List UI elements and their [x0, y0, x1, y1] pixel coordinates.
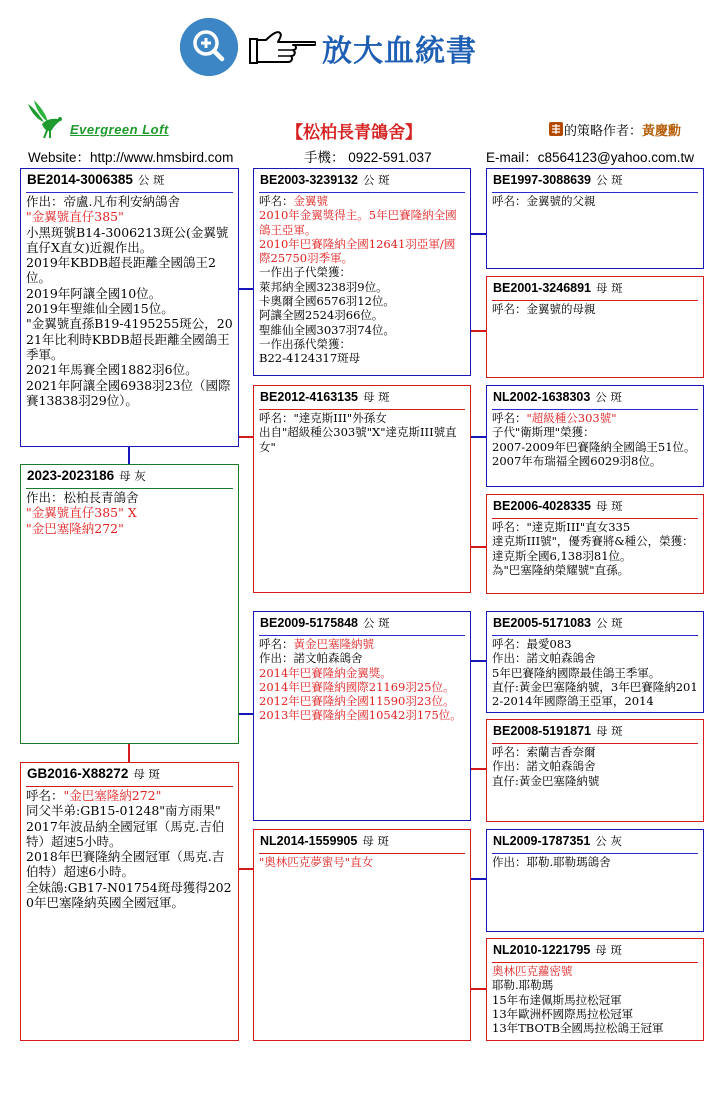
note-line: 為"巴塞隆納榮耀號"直孫。: [492, 562, 630, 577]
note-line: [259, 637, 465, 651]
box-header: [254, 169, 470, 190]
note-line: [26, 788, 233, 803]
note-highlight: 金翼號: [293, 194, 328, 208]
connector-line: [128, 743, 130, 763]
note-line: 2019年聖維仙全國15位。: [26, 301, 174, 317]
sex-color: 母 斑: [363, 390, 390, 404]
sex-color: 公 斑: [596, 616, 623, 630]
sire-sire-box: [253, 168, 471, 376]
author-seal-icon: [548, 120, 564, 138]
ring-number: BE2005-5171083: [493, 616, 591, 630]
note-line: 2007年布瑞福全國6029羽8位。: [492, 453, 662, 468]
ring-number: BE2006-4028335: [493, 499, 591, 513]
pedigree-notes: [487, 636, 703, 708]
connector-line: [128, 446, 130, 465]
note-line: 2010年金翼獎得主。5年巴賽隆納全國鴿王亞軍。: [259, 208, 457, 237]
note-line: 13年歐洲杯國際馬拉松冠軍: [492, 1006, 634, 1021]
zoom-in-icon[interactable]: [180, 18, 238, 76]
ring-number: NL2002-1638303: [493, 390, 591, 404]
sire-dam-sire-box: [486, 385, 704, 487]
sex-color: 公 斑: [596, 173, 623, 187]
note-line: 一作出孫代榮獲：: [259, 336, 351, 351]
note-line: 全妹鴿:GB17-N01754斑母獲得2020年巴塞隆納英國全國冠軍。: [26, 879, 232, 911]
note-line: "奧林匹克夢蜜号"直女: [259, 855, 374, 869]
note-line: 達克斯III號"，優秀賽將&種公，榮獲：: [492, 534, 694, 549]
box-header: [487, 169, 703, 190]
connector-line: [238, 868, 254, 870]
note-line: 2013年巴賽隆納全國10542羽175位。: [259, 708, 462, 723]
note-line: 耶勒.耶勒瑪: [492, 978, 554, 993]
box-header: [487, 830, 703, 851]
author-credit: [564, 120, 681, 139]
sex-color: 母 灰: [119, 469, 146, 483]
box-header: [487, 612, 703, 633]
note-line: 呼名：索蘭吉香奈爾: [492, 745, 596, 759]
connector-line: [470, 988, 487, 990]
pedigree-notes: [254, 636, 470, 723]
box-header: [487, 495, 703, 516]
connector-line: [238, 436, 254, 438]
note-line: 直仔:黃金巴塞隆納號: [492, 773, 600, 788]
pedigree-notes: [487, 193, 703, 208]
pedigree-notes: [254, 410, 470, 454]
connector-line: [470, 660, 487, 662]
sex-color: 公 斑: [363, 173, 390, 187]
sire-dam-box: [253, 385, 471, 593]
box-header: [21, 169, 238, 190]
dam-sire-box: [253, 611, 471, 821]
author-name: 黃慶勳: [642, 124, 682, 139]
loft-name-english: Evergreen Loft: [70, 122, 169, 137]
note-line: 萊邦納全國3238羽9位。: [259, 279, 388, 294]
note-line: 小黑斑號B14-3006213斑公(金翼號直仔X直女)近親作出。: [26, 224, 229, 255]
connector-line: [470, 878, 487, 880]
note-line: 聖維仙全國3037羽74位。: [259, 322, 395, 337]
ring-number: BE2012-4163135: [260, 390, 358, 404]
note-line: 奧林匹克蘿密號: [492, 964, 573, 978]
note-line: 達克斯全國6,138羽81位。: [492, 548, 632, 563]
note-line: 呼名：金翼號的父親: [492, 194, 596, 208]
connector-line: [470, 436, 487, 438]
note-line: "金巴塞隆納272": [26, 520, 124, 536]
note-line: 作出：耶勒.耶勒瑪鴿舍: [492, 855, 611, 869]
sex-color: 母 斑: [596, 499, 623, 513]
ring-number: BE1997-3088639: [493, 173, 591, 187]
note-line: 2014年巴賽隆納金翼獎。: [259, 665, 392, 680]
pedigree-notes: [21, 787, 238, 910]
note-line: 呼名："達克斯III"外孫女: [259, 411, 387, 425]
note-line: 呼名：金翼號的母親: [492, 302, 596, 316]
sire-dam-dam-box: [486, 494, 704, 594]
note-line: 呼名："達克斯III"直女335: [492, 520, 631, 534]
connector-line: [470, 330, 487, 332]
note-line: 出自"超級種公303號"X"達克斯III號直女": [259, 425, 457, 454]
box-header: [487, 277, 703, 298]
note-line: 作出：諾文帕森鴿舍: [259, 651, 363, 666]
pedigree-notes: [254, 854, 470, 869]
box-header: [487, 386, 703, 407]
email-link[interactable]: E-mail：c8564123@yahoo.com.tw: [486, 150, 695, 165]
pedigree-notes: [21, 193, 238, 408]
note-line: 作出：諾文帕森鴿舍: [492, 759, 596, 774]
ring-number: NL2010-1221795: [493, 943, 591, 957]
connector-line: [470, 546, 487, 548]
pedigree-notes: [254, 193, 470, 366]
sex-color: 公 斑: [595, 390, 622, 404]
sex-color: 公 斑: [137, 173, 165, 187]
dam-sire-sire-box: [486, 611, 704, 713]
note-line: 呼名：最愛083: [492, 637, 572, 651]
note-line: 2021年阿讓全國6938羽23位（國際賽13838羽29位）。: [26, 377, 231, 408]
website-link[interactable]: Website：http://www.hmsbird.com: [28, 150, 234, 165]
pedigree-notes: [487, 854, 703, 869]
pedigree-notes: [487, 963, 703, 1035]
box-header: [487, 939, 703, 960]
ring-number: BE2014-3006385: [27, 172, 133, 187]
phone-number: 手機： 0922-591.037: [304, 150, 432, 165]
note-line: 15年布達佩斯馬拉松冠軍: [492, 992, 622, 1007]
note-label: 呼名：: [259, 194, 294, 208]
pedigree-notes: [487, 744, 703, 788]
note-label: 呼名：: [26, 788, 64, 803]
sex-color: 母 斑: [595, 943, 622, 957]
note-line: B22-4124317斑母: [259, 351, 361, 366]
dam-dam-sire-box: [486, 829, 704, 932]
connector-line: [470, 768, 487, 770]
box-header: [254, 612, 470, 633]
ring-number: 2023-2023186: [27, 468, 115, 483]
note-line: 13年TBOTB全國馬拉松鴿王冠軍: [492, 1021, 664, 1036]
note-line: 5年巴賽隆納國際最佳鴿王季軍。: [492, 665, 661, 680]
ring-number: BE2003-3239132: [260, 173, 358, 187]
connector-line: [470, 233, 487, 235]
connector-line: [238, 288, 254, 290]
ring-number: GB2016-X88272: [27, 766, 129, 781]
dam-dam-box: [253, 829, 471, 1041]
note-line: 2012年巴賽隆納全國11590羽23位。: [259, 694, 455, 709]
sire-sire-dam-box: [486, 276, 704, 378]
note-line: "金翼號直仔385": [26, 209, 124, 225]
loft-name-chinese: 【松柏長青鴿舍】: [286, 123, 422, 143]
pedigree-notes: [21, 489, 238, 536]
pedigree-notes: [487, 410, 703, 468]
sex-color: 母 斑: [596, 281, 623, 295]
note-highlight: "金巴塞隆納272": [63, 788, 162, 803]
ring-number: NL2009-1787351: [493, 834, 591, 848]
note-line: 2010年巴賽隆納全國12641羽亞軍/國際25750羽季軍。: [259, 236, 456, 266]
note-line: 2019年KBDB超長距離全國鴿王2位。: [26, 255, 216, 286]
note-highlight: "超級種公303號": [526, 411, 617, 425]
note-line: 2018年巴賽隆納全國冠軍（馬克.吉伯特）超速6小時。: [26, 849, 225, 880]
note-line: 一作出子代榮獲：: [259, 265, 351, 280]
sex-color: 公 斑: [363, 616, 390, 630]
note-label: 呼名：: [259, 637, 294, 651]
note-line: 2021年馬賽全國1882羽6位。: [26, 362, 198, 378]
dam-sire-dam-box: [486, 719, 704, 822]
box-header: [21, 465, 238, 486]
sex-color: 母 斑: [362, 834, 389, 848]
sire-sire-sire-box: [486, 168, 704, 269]
sire-box: [20, 168, 239, 447]
note-line: 卡奧爾全國6576羽12位。: [259, 294, 395, 309]
zoom-pedigree-link[interactable]: 放大血統書: [322, 34, 477, 69]
connector-line: [238, 713, 254, 715]
note-line: 2019年阿讓全國10位。: [26, 285, 162, 301]
note-line: "金翼號直仔385" X: [26, 505, 137, 521]
ring-number: NL2014-1559905: [260, 834, 358, 848]
note-line: 作出：帝盧.凡布利安納鴿舍: [26, 194, 180, 209]
sex-color: 母 斑: [596, 724, 623, 738]
note-label: 呼名：: [492, 411, 527, 425]
author-prefix: 的策略作者：: [564, 124, 643, 139]
note-line: 2007-2009年巴賽隆納全國鴿王51位。: [492, 439, 696, 454]
note-line: 子代"衛斯理"榮獲：: [492, 425, 595, 440]
box-header: [487, 720, 703, 741]
note-line: "金翼號直孫B19-4195255斑公，2021年比利時KBDB超長距離全國鴿王季軍。: [26, 316, 233, 362]
note-line: [259, 194, 465, 208]
box-header: [21, 763, 238, 784]
pedigree-notes: [487, 301, 703, 316]
ring-number: BE2009-5175848: [260, 616, 358, 630]
note-line: 作出：松柏長青鴿舍: [26, 490, 139, 505]
ring-number: BE2008-5191871: [493, 724, 591, 738]
note-line: 作出：諾文帕森鴿舍: [492, 651, 596, 666]
pigeon-logo-icon: [24, 98, 68, 140]
note-highlight: 黃金巴塞隆納號: [293, 637, 374, 651]
note-line: 2017年波品納全國冠軍（馬克.吉伯特）超速5小時。: [26, 818, 225, 849]
dam-box: [20, 762, 239, 1041]
note-line: 直仔:黃金巴塞隆納號，3年巴賽隆納2012-2014年國際鴿王亞軍，2014: [492, 679, 698, 709]
note-line: [492, 411, 698, 425]
sex-color: 公 灰: [595, 834, 622, 848]
ring-number: BE2001-3246891: [493, 281, 591, 295]
dam-dam-dam-box: [486, 938, 704, 1041]
note-line: 阿讓全國2524羽66位。: [259, 308, 384, 323]
sex-color: 母 斑: [133, 767, 160, 781]
pointing-hand-icon: [248, 28, 316, 68]
note-line: 2014年巴賽隆納國際21169羽25位。: [259, 679, 455, 694]
note-line: 同父半弟:GB15-01248"南方雨果": [26, 803, 221, 819]
box-header: [254, 830, 470, 851]
pedigree-notes: [487, 519, 703, 577]
box-header: [254, 386, 470, 407]
subject-box: [20, 464, 239, 744]
